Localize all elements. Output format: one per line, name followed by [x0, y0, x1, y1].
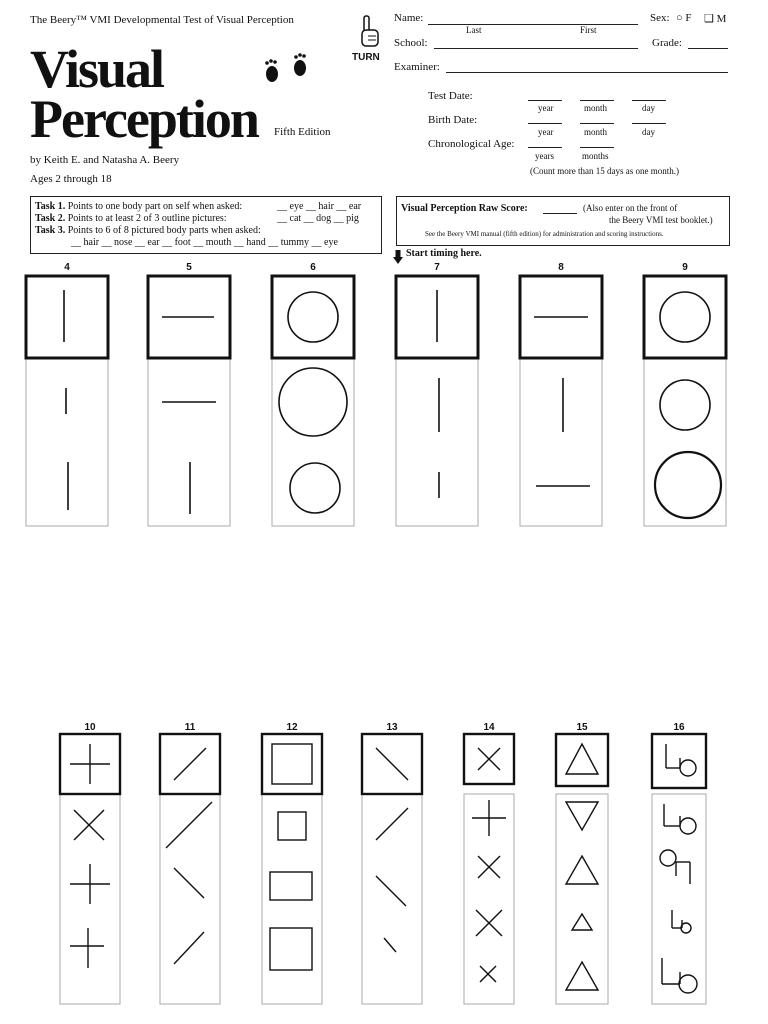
- item-column: [362, 794, 422, 1004]
- item-column: [520, 358, 602, 526]
- day-label: day: [642, 103, 655, 113]
- stimulus-box: [652, 734, 706, 788]
- choice-b: [290, 463, 340, 513]
- count-note: (Count more than 15 days as one month.): [530, 166, 679, 176]
- choice-a: [660, 380, 710, 430]
- item-column: [644, 358, 726, 526]
- task2-text: Points to at least 2 of 3 outline pictures:: [67, 213, 227, 224]
- item-number: 5: [186, 262, 192, 273]
- sex-m-label: M: [716, 13, 727, 25]
- item-number: 12: [286, 722, 298, 733]
- name-label: Name:: [394, 12, 424, 24]
- task3-text: Points to 6 of 8 pictured body parts when asked:: [67, 225, 261, 236]
- sex-m-option[interactable]: ❑ M: [704, 13, 727, 25]
- item-column: [262, 794, 322, 1004]
- edition: Fifth Edition: [274, 126, 331, 138]
- title-perception: Perception: [30, 89, 258, 149]
- task1-label: Task 1.: [35, 201, 66, 212]
- sex-f-option[interactable]: ○ F: [676, 12, 692, 24]
- first-label: First: [580, 25, 597, 35]
- item-column: [26, 358, 108, 526]
- task1-text: Points to one body part on self when asked:: [67, 201, 243, 212]
- task3-options[interactable]: __ hair __ nose __ ear __ foot __ mouth __ hand __ tummy __ eye: [71, 237, 338, 248]
- item-number: 11: [184, 722, 196, 733]
- stimulus-box: [262, 734, 322, 794]
- year-label: year: [538, 103, 554, 113]
- birth-date-label: Birth Date:: [428, 114, 478, 126]
- manual-note: See the Beery VMI manual (fifth edition) for administration and scoring instructions.: [425, 230, 664, 238]
- title-visual: Visual: [30, 39, 164, 99]
- task1-options[interactable]: __ eye __ hair __ ear: [277, 201, 362, 212]
- item-number: 16: [673, 722, 685, 733]
- item-column: [556, 794, 608, 1004]
- score-note-2: the Beery VMI test booklet.): [609, 215, 713, 225]
- stimulus-box: [26, 276, 108, 358]
- task3-label: Task 3.: [35, 225, 66, 236]
- item-number: 10: [84, 722, 96, 733]
- stimulus-box: [644, 276, 726, 358]
- chrono-age-label: Chronological Age:: [428, 138, 515, 150]
- examiner-label: Examiner:: [394, 61, 440, 73]
- stimulus-box: [556, 734, 608, 786]
- item-column: [148, 358, 230, 526]
- test-date-label: Test Date:: [428, 90, 473, 102]
- last-label: Last: [466, 25, 482, 35]
- item-number: 6: [310, 262, 316, 273]
- start-timing-label: Start timing here.: [406, 248, 482, 259]
- item-number: 9: [682, 262, 688, 273]
- month-label: month: [584, 127, 608, 137]
- years-label: years: [535, 151, 554, 161]
- item-number: 15: [576, 722, 588, 733]
- score-note-1: (Also enter on the front of: [583, 203, 678, 213]
- school-label: School:: [394, 37, 428, 49]
- turn-label: TURN: [352, 52, 380, 63]
- task2-label: Task 2.: [35, 213, 66, 224]
- item-number: 7: [434, 262, 440, 273]
- raw-score-label: Visual Perception Raw Score:: [401, 203, 528, 214]
- item-column: [160, 794, 220, 1004]
- year-label: year: [538, 127, 554, 137]
- stimulus-box: [272, 276, 354, 358]
- grade-label: Grade:: [652, 37, 682, 49]
- day-label: day: [642, 127, 655, 137]
- authors: by Keith E. and Natasha A. Beery: [30, 154, 180, 166]
- sex-label: Sex:: [650, 12, 670, 24]
- months-label: months: [582, 151, 609, 161]
- item-column: [396, 358, 478, 526]
- ages: Ages 2 through 18: [30, 173, 112, 185]
- choice-b: [655, 452, 721, 518]
- task2-options[interactable]: __ cat __ dog __ pig: [277, 213, 359, 224]
- item-number: 8: [558, 262, 564, 273]
- item-number: 4: [64, 262, 70, 273]
- month-label: month: [584, 103, 608, 113]
- test-name: The Beery™ VMI Developmental Test of Visual Perception: [30, 14, 294, 26]
- choice-a: [279, 368, 347, 436]
- item-number: 14: [483, 722, 495, 733]
- item-number: 13: [386, 722, 398, 733]
- sex-f-label: F: [685, 12, 692, 24]
